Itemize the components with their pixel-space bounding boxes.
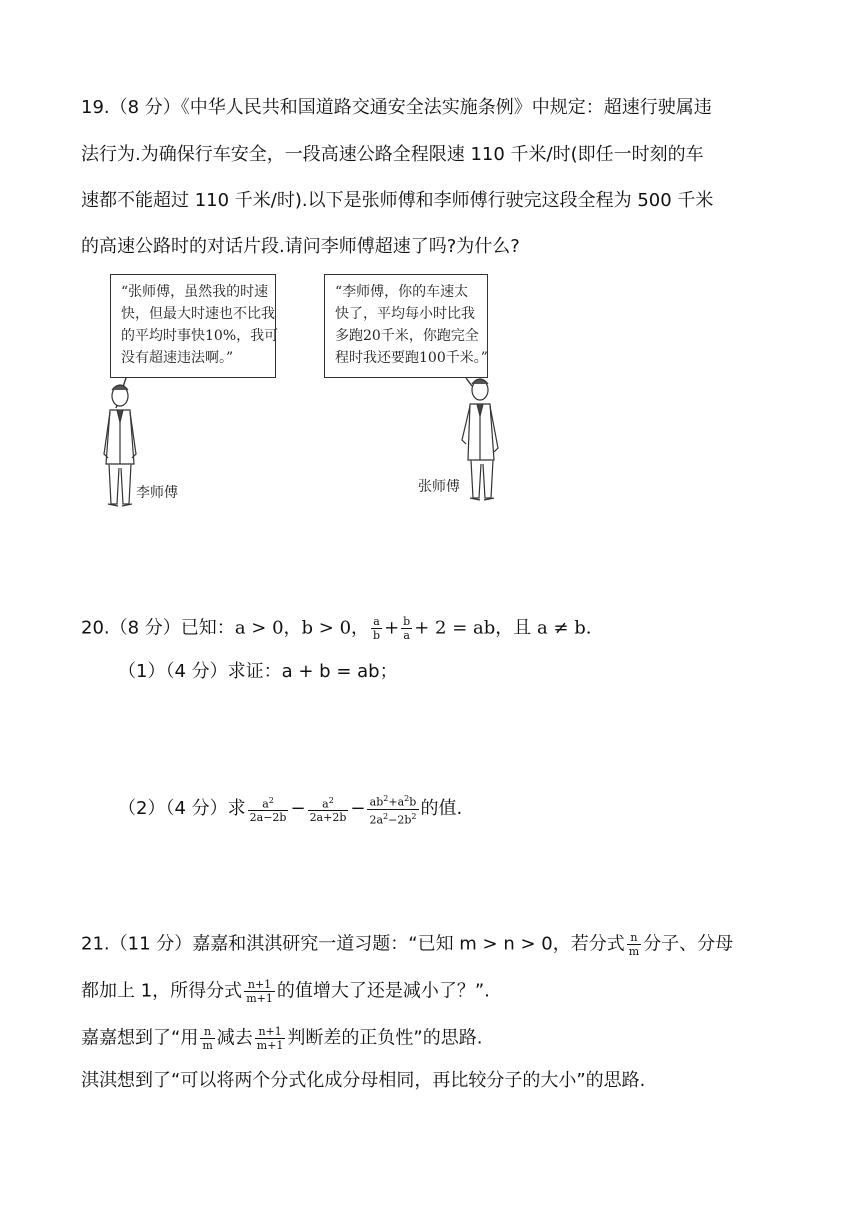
q20-part-2-prefix: （2）（4 分）求 [118,798,246,820]
fraction-n1-over-m1 [244,978,275,1005]
man-zhang-figure [462,379,498,500]
frac-num: b [403,615,411,628]
frac-num: $ab^2+a^2b$ [367,792,418,810]
q20-cond-2: + 2 = ab，且 a ≠ b. [414,617,592,639]
fraction-n1-over-m1 [255,1025,286,1052]
bubble-right-line: 多跑20千米，你跑完全 [335,328,479,344]
q21-line-3-mid: 减去 [216,1027,253,1049]
frac-num: $a^2$ [248,794,289,812]
q19-line-1: 19.（8 分）《中华人民共和国道路交通安全法实施条例》中规定：超速行驶属违 [81,97,712,118]
fraction-term-1 [248,794,289,825]
q20-part-2-suffix: 的值. [420,798,463,820]
fraction-a-over-b [371,615,382,642]
bubble-right-tail [466,378,472,386]
bubble-right-line: 快了，平均每小时比我 [335,306,475,322]
q20-part-2 [118,792,462,826]
label-li: 李师傅 [136,485,178,501]
bubble-left-tail [116,378,126,408]
q21-line-2 [81,978,490,1005]
frac-den: 2a+2b [309,811,347,825]
frac-num: a [371,615,382,629]
q21-line-3-text: 嘉嘉想到了“用 [81,1027,199,1049]
fraction-b-over-a [401,615,412,642]
bubble-left-line: 没有超速违法啊。” [121,350,234,366]
q21-line-4: 淇淇想到了“可以将两个分式化成分母相同，再比较分子的大小”的思路. [81,1070,646,1091]
frac-den: m+1 [256,1039,284,1052]
q20-statement [81,615,591,642]
fraction-term-2 [308,794,349,825]
fraction-term-3 [367,792,418,826]
frac-num: n [627,931,641,945]
q19-line-2: 法行为.为确保行车安全，一段高速公路全程限速 110 千米/时(即任一时刻的车 [81,144,704,165]
frac-num: n [200,1025,214,1039]
frac-num: n+1 [255,1025,286,1039]
q21-line-1-tail: 分子、分母 [643,933,734,955]
q20-cond-1: a > 0，b > 0， [234,617,370,639]
bubble-left-line: 快，但最大时速也不比我 [121,306,275,322]
fraction-n-over-m [627,931,641,958]
q21-line-2-text: 都加上 1，所得分式 [81,980,243,1002]
bubble-left-line: “张师傅，虽然我的时速 [121,284,269,300]
q20-prefix: 20.（8 分）已知： [81,617,235,639]
man-li-figure [104,385,136,506]
q21-line-3-tail: 判断差的正负性”的思路. [287,1027,483,1049]
dialogue-illustration [96,268,512,512]
q20-part-1: （1）（4 分）求证：a + b = ab； [118,661,398,682]
frac-den: m [202,1039,213,1052]
q21-line-1 [81,931,733,958]
plus-sign: + [384,617,400,639]
q21-line-3 [81,1025,482,1052]
frac-den: m [628,945,640,958]
fraction-n-over-m [200,1025,214,1052]
q19-line-4: 的高速公路时的对话片段.请问李师傅超速了吗?为什么? [81,236,520,257]
speech-bubble-right [324,274,488,378]
label-zhang: 张师傅 [418,479,460,495]
bubble-right-line: 程时我还要跑100千米。” [335,350,488,366]
frac-num: n+1 [244,978,275,992]
q21-line-1-text: 21.（11 分）嘉嘉和淇淇研究一道习题：“已知 m > n > 0，若分式 [81,933,625,955]
q19-line-3: 速都不能超过 110 千米/时).以下是张师傅和李师傅行驶完这段全程为 500 千米 [81,190,714,211]
q21-line-2-tail: 的值增大了还是减小了？”. [276,980,490,1002]
minus-sign: − [350,798,366,820]
speech-bubble-left [110,274,279,378]
bubble-left-line: 的平均时事快10%，我可 [121,328,279,344]
frac-den: $2a^2-2b^2$ [369,811,417,827]
bubble-right-line: “李师傅，你的车速太 [335,284,469,300]
frac-den: a [403,629,410,642]
frac-den: 2a−2b [249,811,287,825]
minus-sign: − [290,798,306,820]
frac-den: b [373,629,381,642]
frac-den: m+1 [246,992,273,1005]
frac-num: $a^2$ [308,794,349,812]
